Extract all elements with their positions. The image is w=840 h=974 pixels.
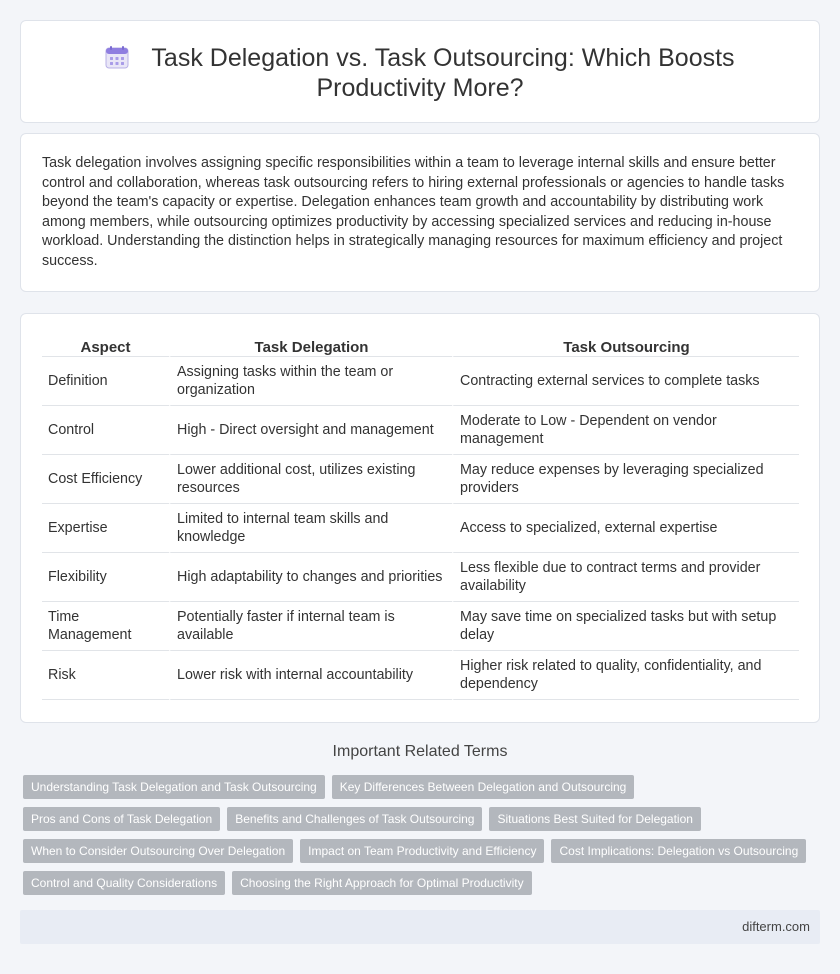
related-term-tag[interactable]: Choosing the Right Approach for Optimal Productivity bbox=[232, 871, 531, 895]
row-delegation: Lower additional cost, utilizes existing resources bbox=[169, 455, 452, 504]
tag-row bbox=[23, 807, 823, 831]
row-delegation: High - Direct oversight and management bbox=[169, 406, 452, 455]
comparison-table bbox=[42, 335, 799, 700]
related-term-tag[interactable]: Cost Implications: Delegation vs Outsourcing bbox=[551, 839, 806, 863]
row-aspect: Risk bbox=[42, 651, 169, 700]
row-outsourcing: Less flexible due to contract terms and provider availability bbox=[452, 553, 799, 602]
related-term-tag[interactable]: Impact on Team Productivity and Efficiency bbox=[300, 839, 544, 863]
row-aspect: Control bbox=[42, 406, 169, 455]
related-terms-title: Important Related Terms bbox=[332, 743, 508, 760]
related-term-tag[interactable]: Situations Best Suited for Delegation bbox=[489, 807, 700, 831]
row-aspect: Cost Efficiency bbox=[42, 455, 169, 504]
header-task-outsourcing: Task Outsourcing bbox=[452, 335, 799, 357]
calendar-icon bbox=[105, 45, 129, 69]
table-row bbox=[42, 406, 799, 455]
table-row bbox=[42, 553, 799, 602]
tag-row bbox=[23, 871, 823, 895]
related-terms-list bbox=[23, 775, 823, 903]
related-term-tag[interactable]: When to Consider Outsourcing Over Delegation bbox=[23, 839, 293, 863]
row-outsourcing: May reduce expenses by leveraging specialized providers bbox=[452, 455, 799, 504]
header-task-delegation: Task Delegation bbox=[169, 335, 452, 357]
table-row bbox=[42, 602, 799, 651]
row-delegation: Limited to internal team skills and knowledge bbox=[169, 504, 452, 553]
row-aspect: Time Management bbox=[42, 602, 169, 651]
tag-row bbox=[23, 775, 823, 799]
page-title: Task Delegation vs. Task Outsourcing: Which Boosts Productivity More? bbox=[151, 44, 735, 102]
title-card bbox=[20, 20, 820, 123]
comparison-card bbox=[20, 313, 820, 723]
related-term-tag[interactable]: Pros and Cons of Task Delegation bbox=[23, 807, 220, 831]
tag-row bbox=[23, 839, 823, 863]
row-aspect: Expertise bbox=[42, 504, 169, 553]
intro-card bbox=[20, 133, 820, 292]
row-delegation: Assigning tasks within the team or organization bbox=[169, 357, 452, 406]
table-row bbox=[42, 357, 799, 406]
row-delegation: High adaptability to changes and priorities bbox=[169, 553, 452, 602]
footer bbox=[20, 910, 820, 944]
row-outsourcing: Moderate to Low - Dependent on vendor management bbox=[452, 406, 799, 455]
related-term-tag[interactable]: Control and Quality Considerations bbox=[23, 871, 225, 895]
header-aspect: Aspect bbox=[42, 335, 169, 357]
row-delegation: Potentially faster if internal team is available bbox=[169, 602, 452, 651]
table-header-row bbox=[42, 335, 799, 357]
site-link[interactable]: difterm.com bbox=[742, 919, 810, 934]
table-row bbox=[42, 504, 799, 553]
row-outsourcing: Contracting external services to complete tasks bbox=[452, 357, 799, 406]
row-outsourcing: Higher risk related to quality, confidentiality, and dependency bbox=[452, 651, 799, 700]
related-term-tag[interactable]: Understanding Task Delegation and Task Outsourcing bbox=[23, 775, 325, 799]
page-title-wrap bbox=[21, 43, 819, 103]
row-aspect: Flexibility bbox=[42, 553, 169, 602]
table-row bbox=[42, 455, 799, 504]
table-row bbox=[42, 651, 799, 700]
related-term-tag[interactable]: Benefits and Challenges of Task Outsourcing bbox=[227, 807, 482, 831]
related-term-tag[interactable]: Key Differences Between Delegation and Outsourcing bbox=[332, 775, 635, 799]
intro-paragraph: Task delegation involves assigning specific responsibilities within a team to leverage internal skills and ensure better control and collaboration, whereas task outsourcing refers to hiring external professionals or agencies to handle tasks beyond the team's capacity or expertise. Delegation enhances team growth and accountability by distributing work among members, while outsourcing optimizes productivity by accessing specialized services and reducing in-house workload. Understanding the distinction helps in strategically managing resources for maximum efficiency and project success. bbox=[42, 155, 785, 269]
row-outsourcing: May save time on specialized tasks but with setup delay bbox=[452, 602, 799, 651]
row-aspect: Definition bbox=[42, 357, 169, 406]
row-delegation: Lower risk with internal accountability bbox=[169, 651, 452, 700]
row-outsourcing: Access to specialized, external expertise bbox=[452, 504, 799, 553]
